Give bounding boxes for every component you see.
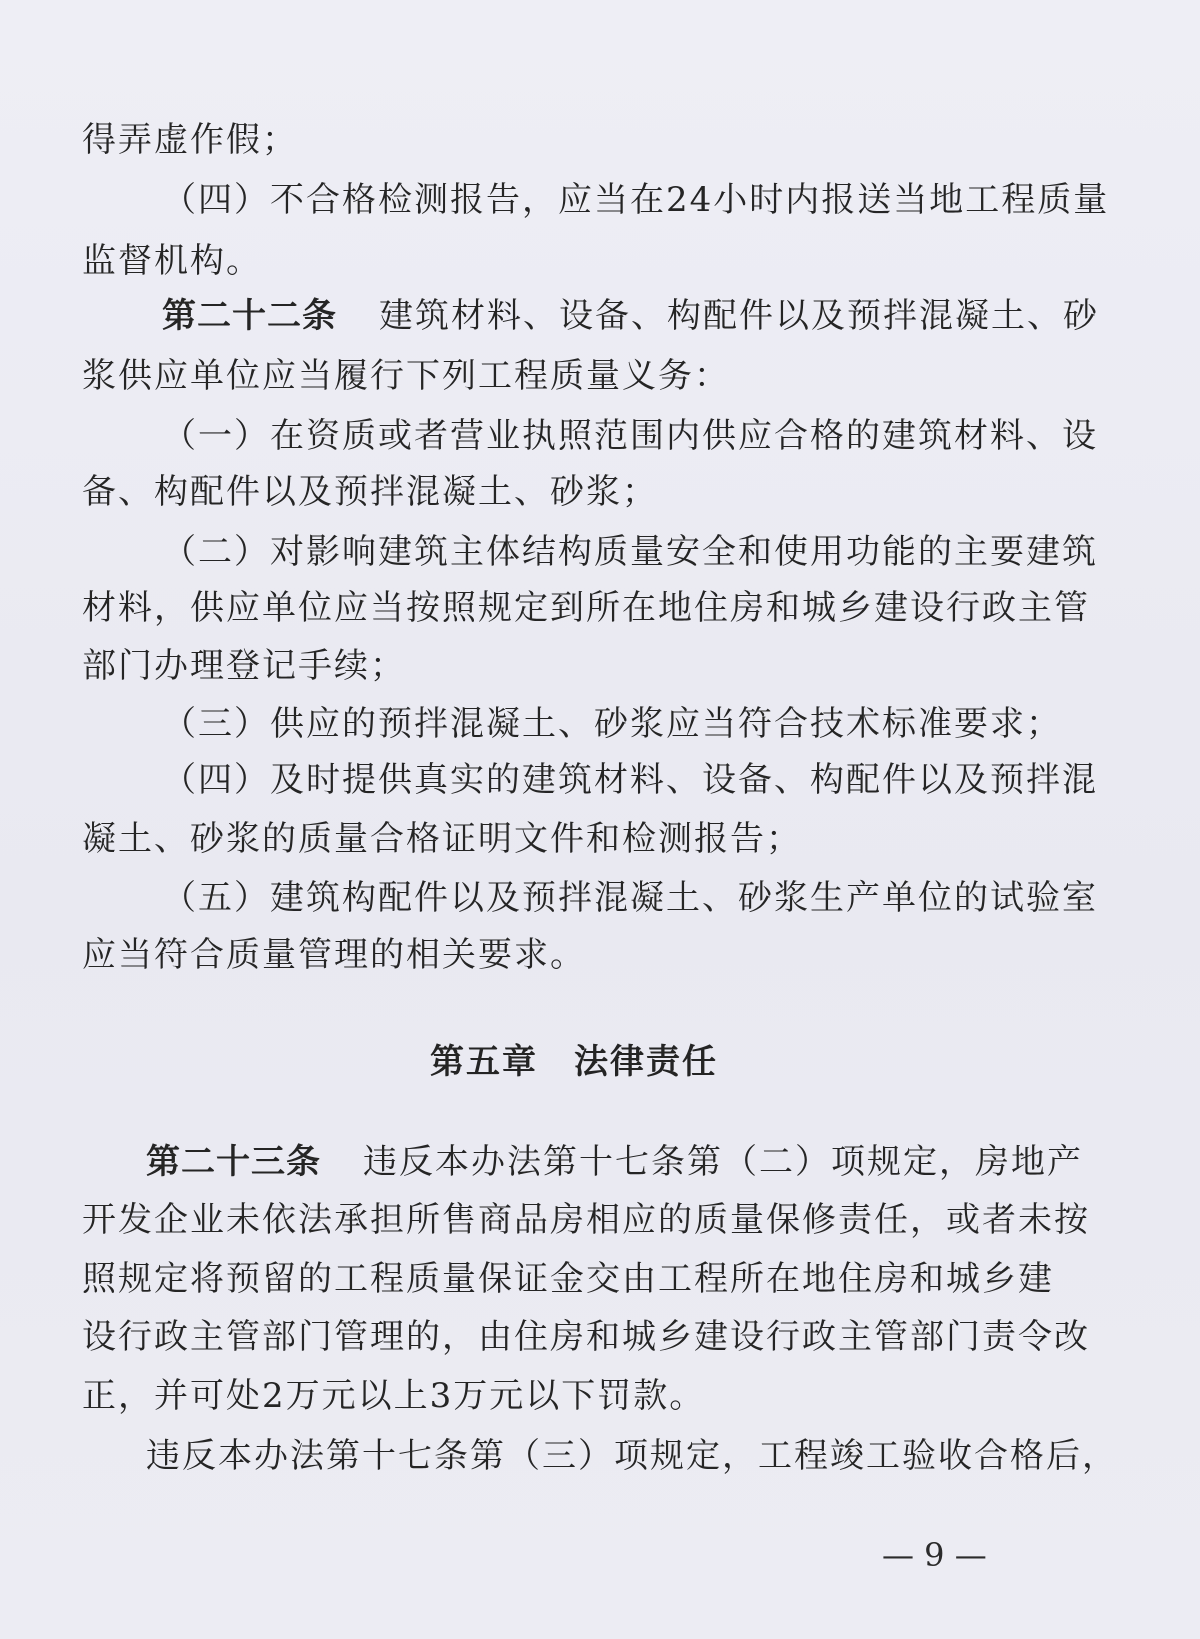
text-line: 浆供应单位应当履行下列工程质量义务： bbox=[82, 356, 730, 396]
article-23-heading: 第二十三条 bbox=[146, 1142, 321, 1182]
text-line: 设行政主管部门管理的，由住房和城乡建设行政主管部门责令改 bbox=[82, 1317, 1090, 1357]
text-line: 违反本办法第十七条第（三）项规定，工程竣工验收合格后， bbox=[146, 1436, 1118, 1476]
text-line: 材料，供应单位应当按照规定到所在地住房和城乡建设行政主管 bbox=[82, 588, 1090, 628]
text-line: （一）在资质或者营业执照范围内供应合格的建筑材料、设 bbox=[162, 416, 1098, 456]
text-line: （二）对影响建筑主体结构质量安全和使用功能的主要建筑 bbox=[162, 532, 1098, 572]
text-line: 得弄虚作假； bbox=[82, 120, 298, 160]
article-22-line bbox=[162, 294, 1099, 338]
text-line: 应当符合质量管理的相关要求。 bbox=[82, 935, 586, 975]
article-23-line bbox=[146, 1140, 1083, 1184]
article-23-text: 违反本办法第十七条第（二）项规定，房地产 bbox=[363, 1142, 1083, 1182]
text-line: 监督机构。 bbox=[82, 241, 262, 281]
text-line: 部门办理登记手续； bbox=[82, 646, 406, 686]
text-line: 正，并可处2万元以上3万元以下罚款。 bbox=[82, 1376, 706, 1416]
text-line: 开发企业未依法承担所售商品房相应的质量保修责任，或者未按 bbox=[82, 1200, 1090, 1240]
text-line: （四）及时提供真实的建筑材料、设备、构配件以及预拌混 bbox=[162, 760, 1098, 800]
text-line: （三）供应的预拌混凝土、砂浆应当符合技术标准要求； bbox=[162, 704, 1062, 744]
text-line: （四）不合格检测报告，应当在24小时内报送当地工程质量 bbox=[162, 180, 1110, 220]
text-line: 凝土、砂浆的质量合格证明文件和检测报告； bbox=[82, 819, 802, 859]
page-number: — 9 — bbox=[882, 1536, 987, 1574]
article-22-text: 建筑材料、设备、构配件以及预拌混凝土、砂 bbox=[379, 296, 1099, 336]
text-line: （五）建筑构配件以及预拌混凝土、砂浆生产单位的试验室 bbox=[162, 878, 1098, 918]
text-line: 备、构配件以及预拌混凝土、砂浆； bbox=[82, 472, 658, 512]
text-line: 照规定将预留的工程质量保证金交由工程所在地住房和城乡建 bbox=[82, 1259, 1054, 1299]
chapter-heading: 第五章 法律责任 bbox=[430, 1042, 718, 1082]
article-22-heading: 第二十二条 bbox=[162, 296, 337, 336]
